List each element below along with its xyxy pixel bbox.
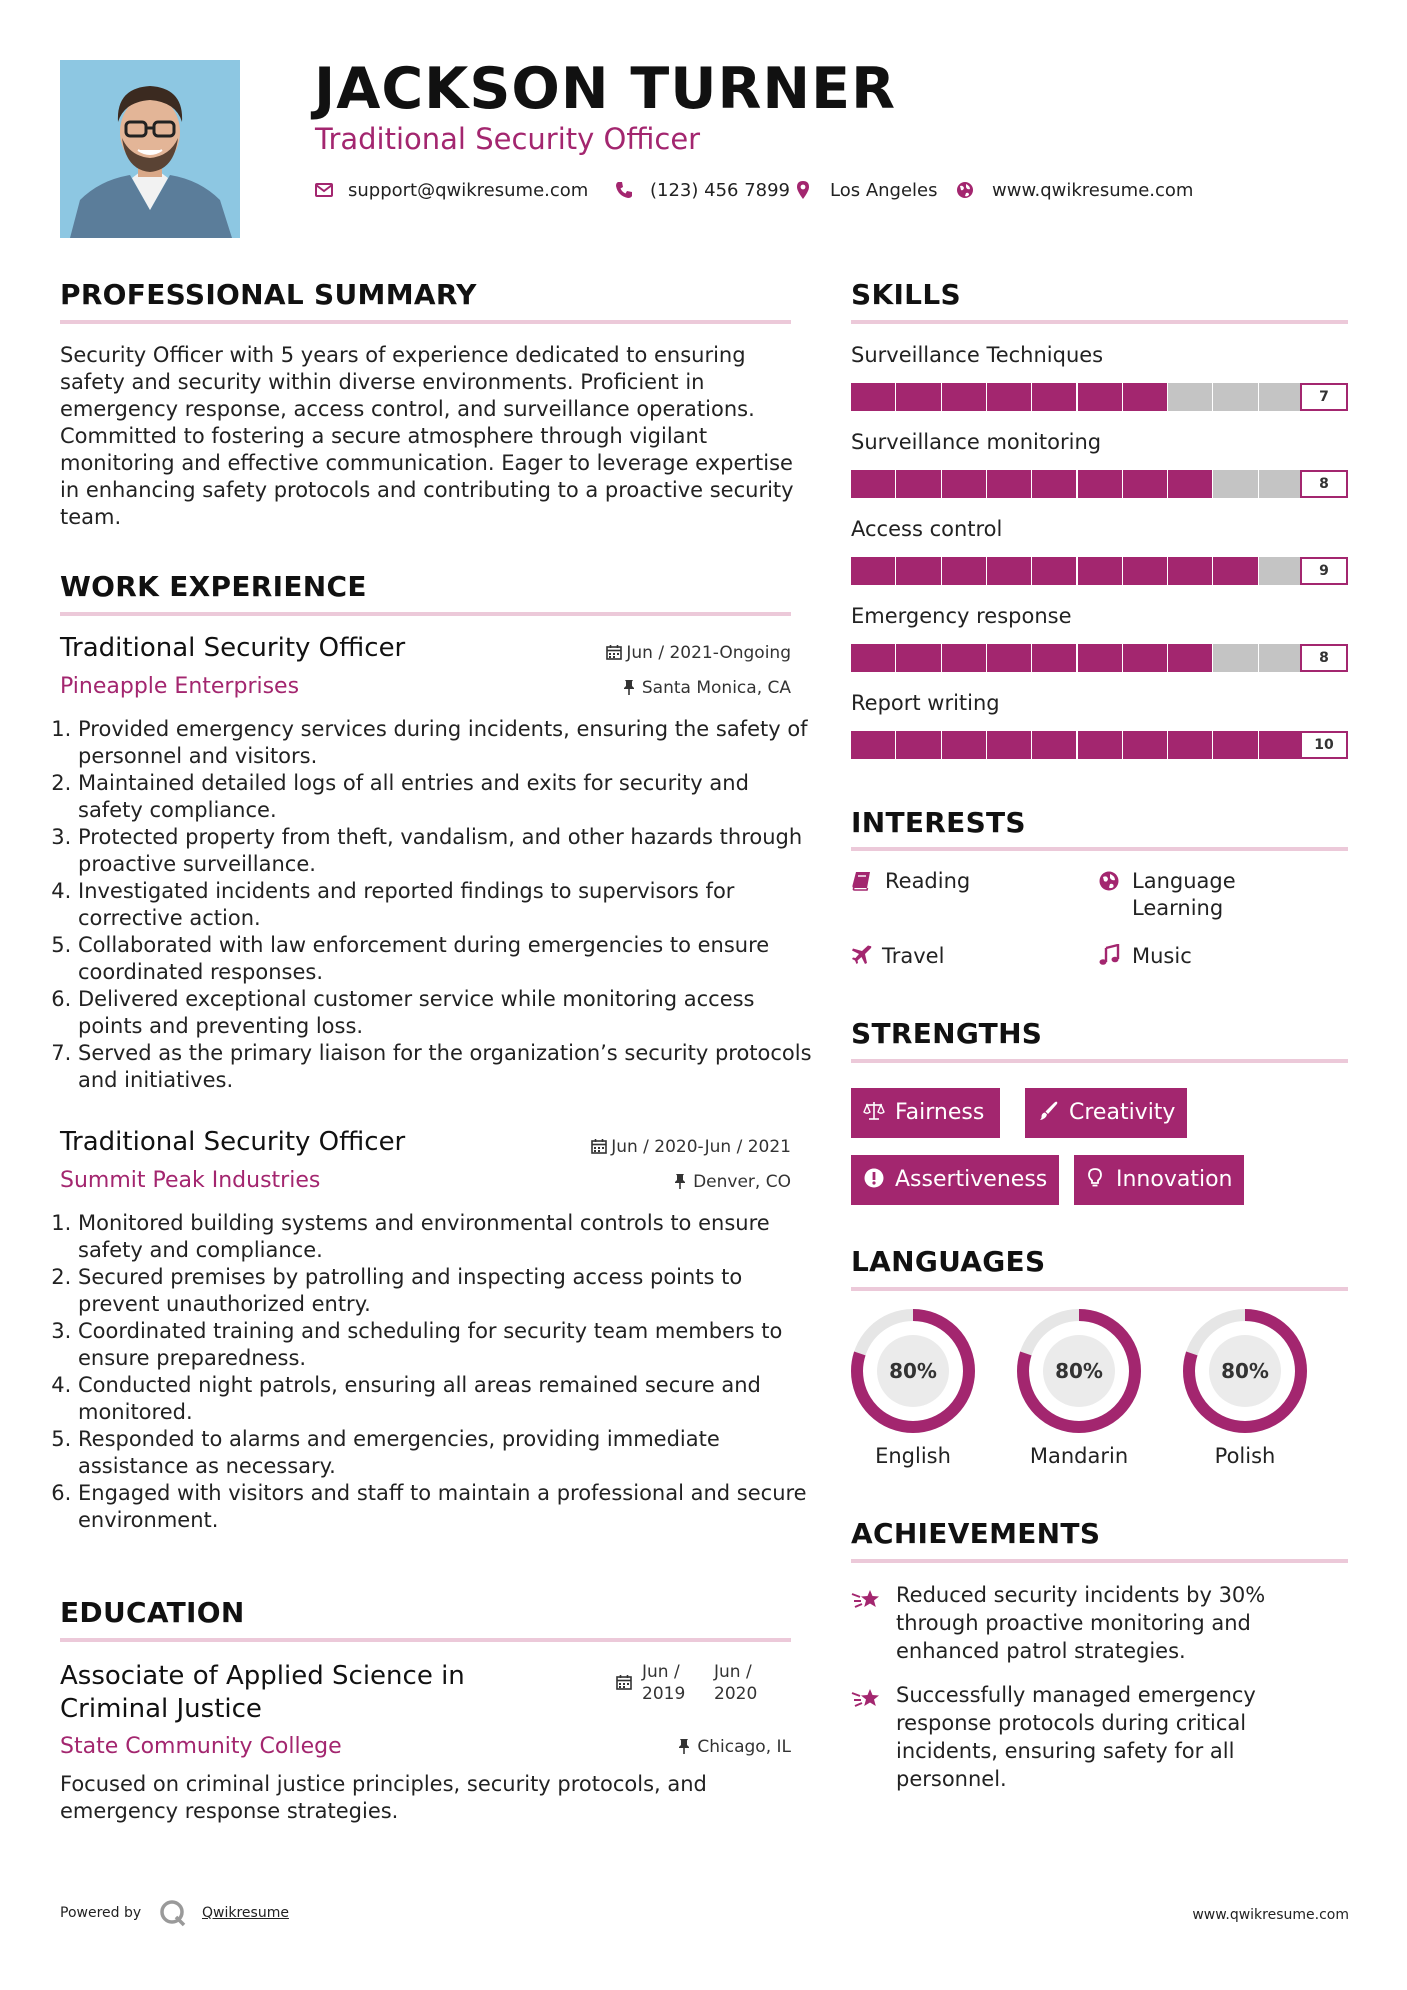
skill-bar [851,557,1348,585]
skill-segment-filled [1168,644,1212,672]
job-title: Traditional Security Officer [60,633,406,663]
skill-segment-filled [1032,470,1076,498]
work-divider [60,612,791,616]
skill-name: Surveillance monitoring [851,430,1102,454]
education-description: Focused on criminal justice principles, security protocols, and emergency response strategies. [60,1772,707,1823]
skill-segment-filled [896,557,940,585]
interests-divider [851,847,1348,851]
skill-segment-empty [1213,644,1257,672]
education-heading: EDUCATION [60,1596,245,1629]
skill-segment-filled [942,470,986,498]
shooting-star-icon [851,1685,881,1711]
skill-segment-empty [1168,383,1212,411]
skill-segment-filled [896,644,940,672]
skill-segment-filled [987,731,1031,759]
skill-segment-filled [1168,731,1212,759]
skill-bar [851,383,1348,411]
skill-segment-filled [1032,731,1076,759]
skill-score: 8 [1300,644,1348,672]
job-location-text: Denver, CO [693,1172,791,1192]
calendar-icon [591,1138,607,1154]
language-ring [848,1306,978,1436]
scales-icon [863,1091,885,1113]
summary-divider [60,320,791,324]
job-title: Traditional Security Officer [60,1127,406,1157]
strength-label: Creativity [1069,1100,1176,1125]
skill-segment-filled [1123,644,1167,672]
skill-segment-filled [851,470,895,498]
education-location-text: Chicago, IL [697,1737,791,1757]
strength-label: Fairness [895,1100,985,1125]
footer-website[interactable]: www.qwikresume.com [1192,1907,1349,1923]
skill-segment-filled [942,557,986,585]
skill-name: Access control [851,517,1003,541]
skill-name: Emergency response [851,604,1072,628]
education-start-date: Jun / 2019 [642,1662,686,1704]
skills-heading: SKILLS [851,278,961,311]
envelope-icon [314,180,334,200]
footer-brand-link[interactable]: Qwikresume [202,1905,289,1921]
skill-segment-filled [987,644,1031,672]
skill-segment-filled [1078,470,1122,498]
map-pin-icon [793,180,813,200]
achievements-divider [851,1559,1348,1563]
exclamation-circle-icon [863,1158,885,1180]
skill-segment-filled [942,383,986,411]
skill-segment-filled [1123,383,1167,411]
summary-heading: PROFESSIONAL SUMMARY [60,278,477,311]
list-item: 3. Protected property from theft, vandalism, and other hazards through proactive surveillance. [78,824,818,878]
skill-score: 9 [1300,557,1348,585]
list-item: 4. Investigated incidents and reported findings to supervisors for corrective action. [78,878,818,932]
skill-score: 7 [1300,383,1348,411]
list-item: 6. Engaged with visitors and staff to maintain a professional and secure environment. [78,1480,818,1534]
list-item: 7. Served as the primary liaison for the organization’s security protocols and initiatives. [78,1040,818,1094]
job-dates-text: Jun / 2021-Ongoing [626,643,791,663]
strength-badge [851,1155,1059,1205]
strength-label: Innovation [1116,1167,1233,1192]
footer-powered-by: Powered by [60,1905,142,1921]
job-duties-list [58,716,818,1094]
skill-segment-filled [1213,731,1257,759]
lightbulb-icon [1084,1158,1106,1180]
skill-segment-filled [1032,557,1076,585]
skill-segment-filled [1123,557,1167,585]
strengths-divider [851,1059,1348,1063]
skill-segment-filled [987,470,1031,498]
skill-segment-filled [1168,470,1212,498]
interest-language-learning: Language Learning [1132,869,1236,920]
skill-score: 8 [1300,470,1348,498]
list-item: 2. Secured premises by patrolling and inspecting access points to prevent unauthorized entry. [78,1264,818,1318]
interests-heading: INTERESTS [851,806,1026,839]
shooting-star-icon [851,1586,881,1612]
languages-heading: LANGUAGES [851,1245,1046,1278]
job-company: Summit Peak Industries [60,1168,321,1193]
qwikresume-logo-icon [158,1898,188,1928]
skill-segment-filled [851,644,895,672]
achievements-heading: ACHIEVEMENTS [851,1517,1101,1550]
skill-segment-filled [942,731,986,759]
job-dates-text: Jun / 2020-Jun / 2021 [611,1137,791,1157]
list-item: 2. Maintained detailed logs of all entries and exits for security and safety compliance. [78,770,818,824]
globe-icon [955,180,975,200]
language-ring [1014,1306,1144,1436]
skill-segment-filled [851,383,895,411]
skill-segment-empty [1259,470,1304,498]
job-dates [591,1137,791,1157]
list-item: 6. Delivered exceptional customer service while monitoring access points and preventing loss. [78,986,818,1040]
skill-segment-empty [1259,644,1304,672]
skill-segment-filled [896,383,940,411]
language-name: Polish [1214,1444,1276,1468]
contact-phone[interactable]: (123) 456 7899 [650,180,791,201]
skill-score: 10 [1300,731,1348,759]
language-ring [1180,1306,1310,1436]
list-item: 3. Coordinated training and scheduling for security team members to ensure preparedness. [78,1318,818,1372]
skill-segment-filled [1123,470,1167,498]
school-name: State Community College [60,1734,342,1759]
skill-segment-filled [1032,383,1076,411]
skill-segment-empty [1259,383,1304,411]
education-location [677,1737,791,1757]
skill-segment-filled [1078,557,1122,585]
airplane-icon [851,944,873,966]
skill-name: Surveillance Techniques [851,343,1104,367]
interest-travel: Travel [882,944,945,968]
skill-segment-filled [896,470,940,498]
skill-segment-filled [987,383,1031,411]
language-percent: 80% [1055,1359,1103,1383]
skill-segment-filled [1168,557,1212,585]
achievement-item: Reduced security incidents by 30% through proactive monitoring and enhanced patrol strategies. [896,1583,1266,1663]
music-note-icon [1098,944,1120,966]
strengths-heading: STRENGTHS [851,1017,1043,1050]
skill-segment-filled [1123,731,1167,759]
pushpin-icon [673,1173,687,1189]
list-item: 5. Collaborated with law enforcement during emergencies to ensure coordinated responses. [78,932,818,986]
job-location [673,1172,791,1192]
paintbrush-icon [1037,1091,1059,1113]
skill-segment-filled [942,644,986,672]
work-heading: WORK EXPERIENCE [60,570,367,603]
globe-icon [1098,870,1120,892]
candidate-name: JACKSON TURNER [314,56,896,122]
strength-badge [1025,1088,1187,1138]
skill-bar [851,731,1348,759]
skill-segment-filled [1213,557,1257,585]
skill-segment-empty [1259,557,1304,585]
interest-music: Music [1132,944,1192,968]
skills-divider [851,320,1348,324]
pushpin-icon [677,1738,691,1754]
strength-badge [1074,1155,1244,1205]
list-item: 4. Conducted night patrols, ensuring all areas remained secure and monitored. [78,1372,818,1426]
calendar-icon [606,644,622,660]
achievement-item: Successfully managed emergency response protocols during critical incidents, ensuring safety for all personnel. [896,1683,1256,1791]
skill-segment-filled [1032,644,1076,672]
strength-label: Assertiveness [895,1167,1048,1192]
skill-segment-filled [1078,731,1122,759]
degree-title: Associate of Applied Science in Criminal Justice [60,1661,465,1724]
list-item: 5. Responded to alarms and emergencies, providing immediate assistance as necessary. [78,1426,818,1480]
candidate-title: Traditional Security Officer [315,122,701,156]
language-percent: 80% [889,1359,937,1383]
book-icon [851,870,873,892]
summary-text: Security Officer with 5 years of experience dedicated to ensuring safety and security within diverse environments. Proficient in emergency response, access control, and surveillance operations. Committed to fostering a secure atmosphere through vigilant monitoring and effective communication. Eager to leverage expertise in enhancing safety protocols and contributing to a proactive security team. [60,343,794,529]
language-percent: 80% [1221,1359,1269,1383]
contact-website[interactable]: www.qwikresume.com [992,180,1194,201]
skill-segment-filled [896,731,940,759]
languages-divider [851,1287,1348,1291]
pushpin-icon [622,679,636,695]
language-name: Mandarin [1029,1444,1129,1468]
job-location-text: Santa Monica, CA [641,678,791,698]
job-location [622,678,791,698]
skill-segment-empty [1213,470,1257,498]
language-name: English [875,1444,951,1468]
skill-bar [851,644,1348,672]
profile-photo [60,60,240,238]
skill-segment-filled [851,731,895,759]
skill-segment-filled [1259,731,1304,759]
interest-reading: Reading [885,869,971,893]
calendar-icon [616,1674,632,1690]
job-dates [606,643,791,663]
skill-segment-filled [987,557,1031,585]
phone-icon [614,180,634,200]
skill-segment-filled [1078,383,1122,411]
job-duties-list [58,1210,818,1534]
strength-badge [851,1088,1000,1138]
education-divider [60,1638,791,1642]
contact-email[interactable]: support@qwikresume.com [348,180,589,201]
education-end-date: Jun / 2020 [714,1662,758,1704]
list-item: 1. Monitored building systems and environmental controls to ensure safety and compliance. [78,1210,818,1264]
skill-bar [851,470,1348,498]
list-item: 1. Provided emergency services during incidents, ensuring the safety of personnel and visitors. [78,716,818,770]
skill-segment-filled [1078,644,1122,672]
skill-segment-empty [1213,383,1257,411]
skill-name: Report writing [851,691,1000,715]
contact-location: Los Angeles [830,180,938,201]
job-company: Pineapple Enterprises [60,674,300,699]
skill-segment-filled [851,557,895,585]
